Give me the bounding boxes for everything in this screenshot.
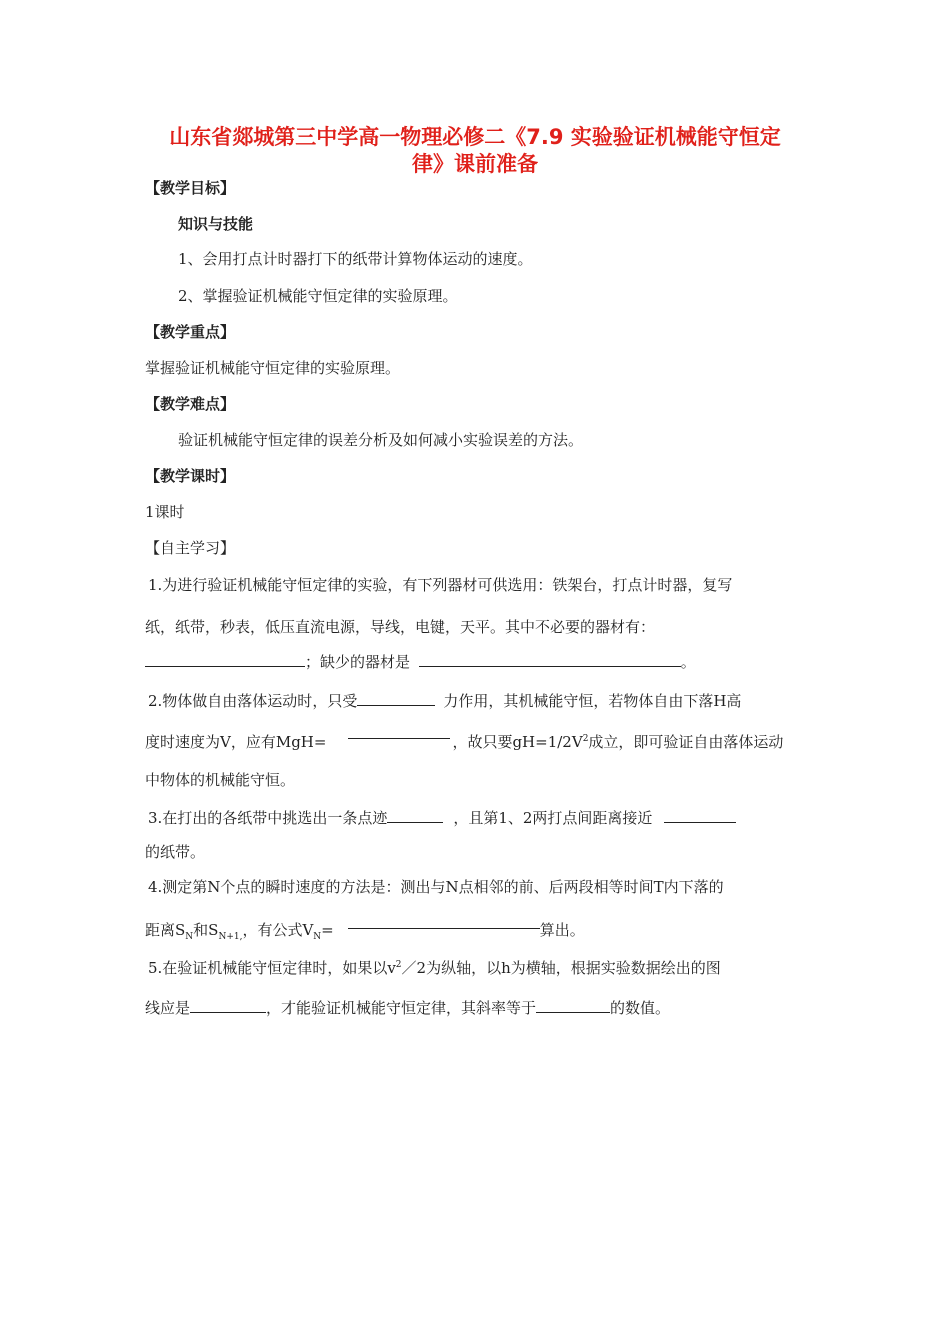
question-4-line-1: 4.测定第N个点的瞬时速度的方法是：测出与N点相邻的前、后两段相等时间T内下落的: [148, 878, 724, 896]
question-3-line-2: 的纸带。: [145, 843, 206, 861]
blank-energy-expression[interactable]: [348, 722, 450, 739]
question-1-line-2: 纸，纸带，秒表，低压直流电源，导线，电键，天平。其中不必要的器材有：: [145, 618, 656, 636]
question-2-line-1: 2.物体做自由落体运动时，只受 力作用，其机械能守恒，若物体自由下落H高: [148, 689, 741, 711]
objective-item-1: 1、会用打点计时器打下的纸带计算物体运动的速度。: [178, 250, 533, 268]
self-study-heading: 【自主学习】: [145, 539, 236, 557]
blank-dot-quality[interactable]: [387, 806, 443, 823]
keypoint-heading: 【教学重点】: [145, 323, 236, 341]
period-text: 1课时: [145, 503, 185, 521]
title-line-1: 山东省郯城第三中学高一物理必修二《7.9 实验验证机械能守恒定: [169, 125, 781, 149]
question-4-line-2: 距离$S_N$和$S_{N+1,}$，有公式$V_N=$ 算出。: [145, 918, 585, 947]
question-2-line-2: 度时速度为V，应有MgH= ，故只要$gH=1/2V^2$成立，即可验证自由落体运动: [145, 729, 783, 752]
keypoint-text: 掌握验证机械能守恒定律的实验原理。: [145, 359, 401, 377]
objectives-subheading: 知识与技能: [178, 215, 254, 233]
blank-force[interactable]: [357, 689, 435, 706]
objective-item-2: 2、掌握验证机械能守恒定律的实验原理。: [178, 287, 458, 305]
blank-missing-equipment[interactable]: [419, 650, 681, 667]
blank-unnecessary-equipment[interactable]: [145, 650, 305, 667]
difficulty-text: 验证机械能守恒定律的误差分析及如何减小实验误差的方法。: [178, 431, 584, 449]
blank-velocity-formula[interactable]: [348, 912, 540, 929]
blank-distance[interactable]: [664, 806, 736, 823]
question-5-line-1: 5.在验证机械能守恒定律时，如果以$v^2/2$为纵轴，以h为横轴，根据实验数据绘出的图: [148, 959, 721, 977]
question-1-line-3: ；缺少的器材是 。: [145, 650, 696, 672]
title-line-2: 律》课前准备: [412, 152, 538, 176]
question-5-line-2: 线应是 ，才能验证机械能守恒定律，其斜率等于 的数值。: [145, 996, 670, 1018]
question-3-line-1: 3.在打出的各纸带中挑选出一条点迹 ，且第1、2两打点间距离接近: [148, 806, 736, 828]
document-title: [120, 124, 830, 178]
question-2-line-3: 中物体的机械能守恒。: [145, 771, 296, 789]
objectives-heading: 【教学目标】: [145, 179, 236, 197]
difficulty-heading: 【教学难点】: [145, 395, 236, 413]
question-1-line-1: 1.为进行验证机械能守恒定律的实验，有下列器材可供选用：铁架台，打点计时器，复写: [148, 576, 733, 594]
period-heading: 【教学课时】: [145, 467, 236, 485]
blank-graph-shape[interactable]: [190, 996, 266, 1013]
blank-slope-value[interactable]: [536, 996, 610, 1013]
